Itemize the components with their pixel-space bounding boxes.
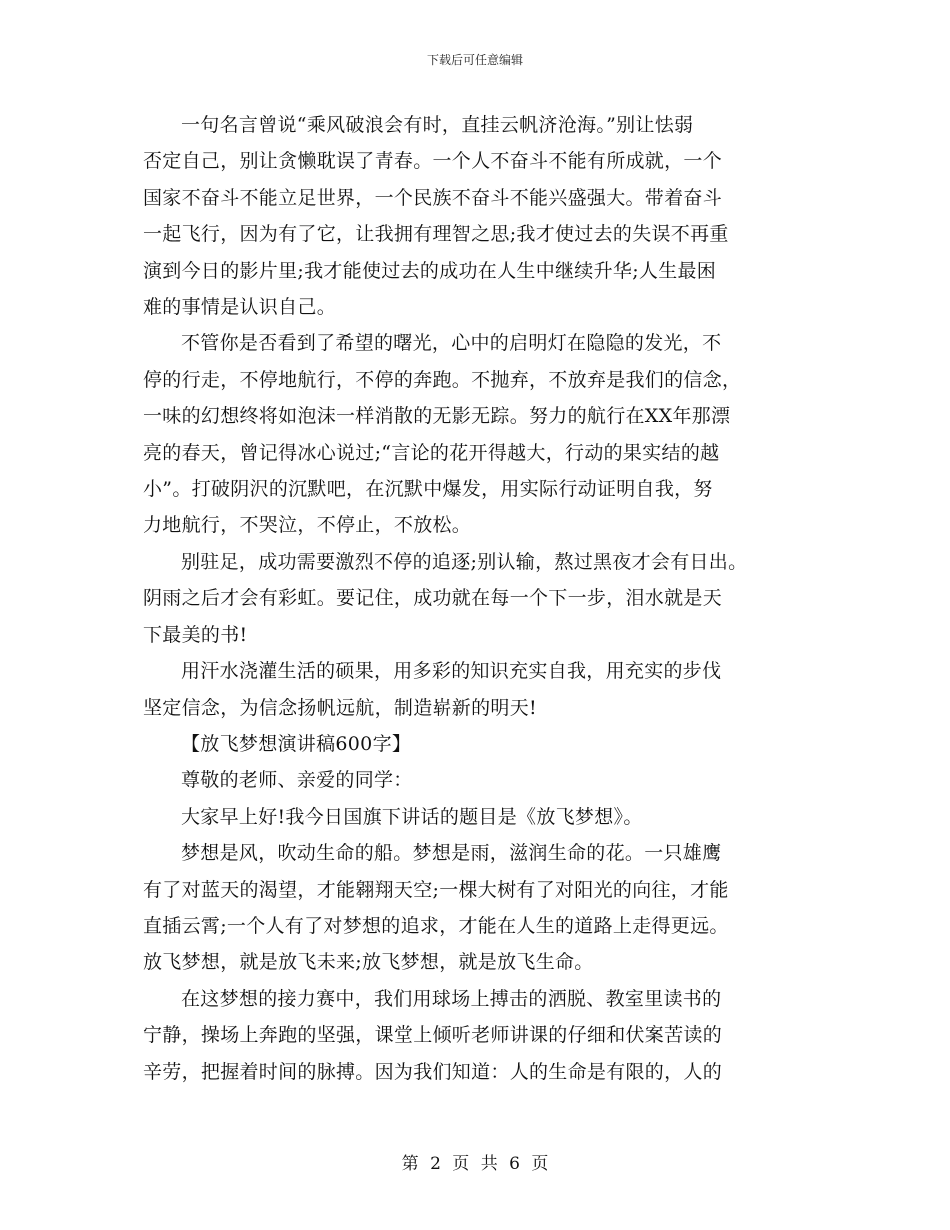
document-body: [143, 107, 823, 1090]
paragraph-1: 一句名言曾说“乘风破浪会有时，直挂云帆济沧海。”别让怯弱 否定自己，别让贪懒耽误了青春。一个人不奋斗不能有所成就，一个 国家不奋斗不能立足世界，一个民族不奋斗不能兴盛强大。带着奋斗 一起飞行，因为有了它，让我拥有理智之思;我才使过去的失误不再重 演到今日的影片里;我才能使过去的成功在人生中继续升华;人生最困 难的事情是认识自己。: [143, 114, 729, 319]
page-footer: 第 2 页 共 6 页: [401, 1154, 549, 1174]
paragraph-3: 别驻足，成功需要激烈不停的追逐;别认输，熬过黑夜才会有日出。 阴雨之后才会有彩虹。要记住，成功就在每一个下一步，泪水就是天 下最美的书!: [143, 550, 748, 646]
page-header: 下载后可任意编辑: [426, 53, 523, 67]
paragraph-9: 在这梦想的接力赛中，我们用球场上搏击的洒脱、教室里读书的 宁静，操场上奔跑的坚强，课堂上倾听老师讲课的仔细和伏案苦读的 辛劳，把握着时间的脉搏。因为我们知道：人的生命是有限的，人的: [143, 987, 723, 1083]
greeting: 大家早上好!我今日国旗下讲话的题目是《放飞梦想》。: [181, 805, 643, 828]
section-heading: 【放飞梦想演讲稿600字】: [181, 732, 412, 755]
paragraph-8: 梦想是风，吹动生命的船。梦想是雨，滋润生命的花。一只雄鹰 有了对蓝天的渴望，才能翱翔天空;一棵大树有了对阳光的向往，才能 直插云霄;一个人有了对梦想的追求，才能在人生的道路上走得更远。 放飞梦想，就是放飞未来;放飞梦想，就是放飞生命。: [143, 842, 729, 974]
salutation: 尊敬的老师、亲爱的同学：: [181, 769, 413, 792]
paragraph-2: 不管你是否看到了希望的曙光，心中的启明灯在隐隐的发光，不 停的行走，不停地航行，不停的奔跑。不抛弃，不放弃是我们的信念， 一味的幻想终将如泡沫一样消散的无影无踪。努力的航行在XX年那漂 亮的春天，曾记得冰心说过;“言论的花开得越大，行动的果实结的越 小”。打破阴沢的沉默吧，在沉默中爆发，用实际行动证明自我，努 力地航行，不哭泣，不停止，不放松。: [143, 332, 742, 537]
paragraph-4: 用汗水浇灌生活的硕果，用多彩的知识充实自我，用充实的步伐 坚定信念，为信念扬帆远航，制造崭新的明天!: [143, 660, 722, 719]
